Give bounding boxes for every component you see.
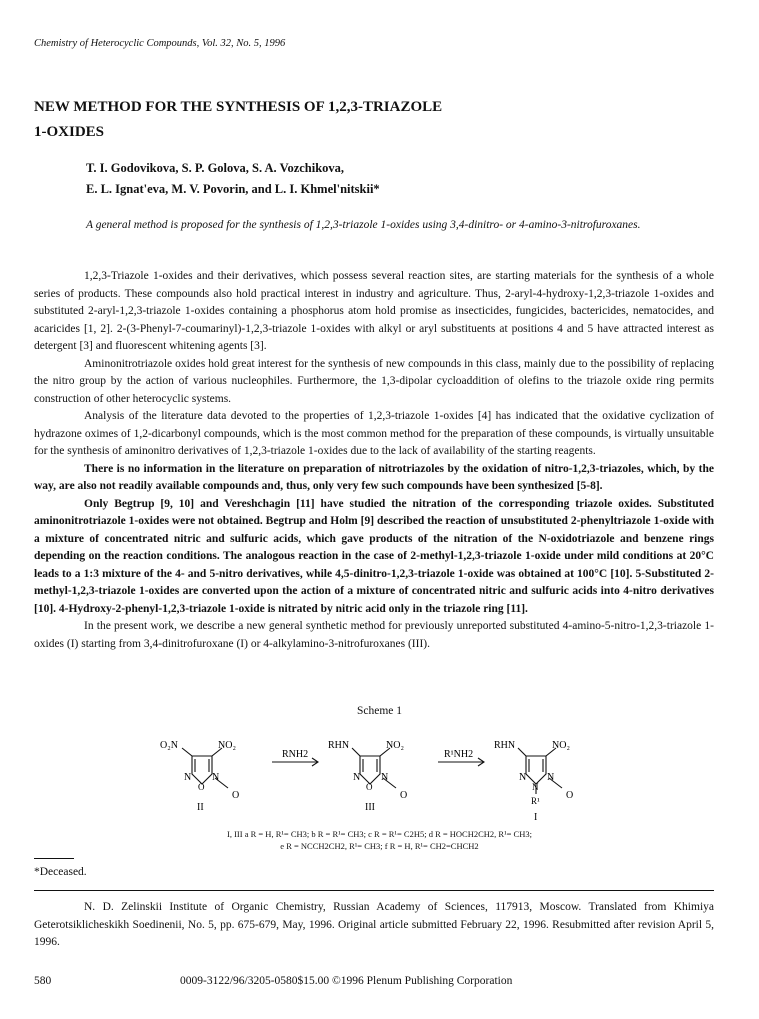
copyright-line: 0009-3122/96/3205-0580$15.00 ©1996 Plenum Publishing Corporation bbox=[180, 975, 513, 987]
affiliation-rule bbox=[34, 890, 714, 891]
affiliation-note bbox=[34, 899, 714, 952]
article-title bbox=[34, 95, 714, 145]
paragraph-2: Aminonitrotriazole oxides hold great interest for the synthesis of new compounds in this class, mainly due to the possibility of replacing the nitro group by the action of various nucleophiles. Furthermore, the 1,3-dipolar cycloaddition of olefins to the triazole oxide ring permits construction of other heterocyclic systems. bbox=[34, 357, 714, 405]
paragraph-5: Only Begtrup [9, 10] and Vereshchagin [11] have studied the nitration of the corresponding triazole oxides. Substituted aminonitrotriazole 1-oxides were not obtained. Begtrup and Holm [9] described the reaction of unsubstituted 2-phenyltriazole 1-oxide with a mixture of concentrated nitric and sulfuric acids, which gave products of the nitration of the N-oxidotriazole and benzene rings depending on the reaction conditions. The analogous reaction in the case of 2-methyl-1,2,3-triazole 1-oxide under mild conditions at 20°C leads to a 1:3 mixture of the 4- and 5-nitro derivatives, while 4,5-dinitro-1,2,3-triazole 1-oxide was obtained at 100°C [10]. 5-Substituted 2-methyl-1,2,3-triazole 1-oxides are converted upon the action of a mixture of concentrated nitric and sulfuric acids into 4-nitro derivatives [10]. 4-Hydroxy-2-phenyl-1,2,3-triazole 1-oxide is nitrated by nitric acid only in the triazole ring [11]. bbox=[34, 497, 714, 615]
svg-text:O: O bbox=[400, 790, 408, 801]
svg-text:NO₂: NO₂ bbox=[552, 740, 570, 751]
paragraph-3: Analysis of the literature data devoted to the properties of 1,2,3-triazole 1-oxides [4] has indicated that the oxidative cyclization of hydrazone oximes of 1,2-dicarbonyl compounds, which is the most common method for the preparation of these compounds, is virtually unsuitable for the synthesis of aminonitro derivatives of 1,2,3-triazole 1-oxides due to the lack of availability of the starting reagents. bbox=[34, 410, 714, 457]
title-line-2: 1-OXIDES bbox=[34, 124, 105, 140]
body-text bbox=[34, 268, 714, 653]
svg-text:RHN: RHN bbox=[328, 740, 350, 751]
svg-text:N: N bbox=[381, 772, 389, 783]
reaction-scheme bbox=[160, 728, 600, 826]
svg-text:O: O bbox=[566, 790, 574, 801]
svg-text:N: N bbox=[532, 782, 539, 792]
svg-text:NO₂: NO₂ bbox=[386, 740, 404, 751]
authors-line-1: T. I. Godovikova, S. P. Golova, S. A. Vozchikova, bbox=[86, 161, 345, 175]
paragraph-1: 1,2,3-Triazole 1-oxides and their derivatives, which possess several reaction sites, are starting materials for the synthesis of a whole series of products. These compounds also hold practical interest in industry and agriculture. Thus, 2-aryl-4-hydroxy-1,2,3-triazole 1-oxides and substituted 2-aryl-1,2,3-triazole 1-oxides containing a phosphorus atom hold promise as insecticides, fungicides, bactericides, nematocides, and acaricides [1, 2]. 2-(3-Phenyl-7-coumarinyl)-1,2,3-triazole 1-oxides with alkyl or aryl substituents at positions 4 and 5 have attracted interest as detergent [3] and fluorescent whitening agents [3]. bbox=[34, 270, 714, 352]
abstract: A general method is proposed for the synthesis of 1,2,3-triazole 1-oxides using 3,4-dinitro- or 4-amino-3-nitrofuroxanes. bbox=[86, 219, 641, 231]
reagent-1: RNH2 bbox=[282, 749, 309, 760]
scheme-label: Scheme 1 bbox=[356, 705, 403, 717]
svg-text:NO₂: NO₂ bbox=[218, 740, 236, 751]
svg-text:R¹: R¹ bbox=[531, 796, 540, 806]
svg-text:N: N bbox=[184, 772, 192, 783]
svg-text:O: O bbox=[198, 782, 205, 792]
page-number: 580 bbox=[34, 975, 52, 987]
paragraph-6: In the present work, we describe a new general synthetic method for previously unreported substituted 4-amino-5-nitro-1,2,3-triazole 1-oxides (I) starting from 3,4-dinitrofuroxane (I) or 4-alkylamino-3-nitrofuroxanes (III). bbox=[34, 620, 714, 650]
svg-text:O₂N: O₂N bbox=[160, 740, 178, 751]
compound-i-structure bbox=[518, 748, 562, 794]
journal-header: Chemistry of Heterocyclic Compounds, Vol. 32, No. 5, 1996 bbox=[34, 38, 286, 49]
footnote-rule bbox=[34, 858, 74, 859]
scheme-legend-line-1: I, III a R = H, R¹= CH3; b R = R¹= CH3; c R = R¹= C2H5; d R = HOCH2CH2, R¹= CH3; bbox=[227, 829, 532, 839]
paragraph-4: There is no information in the literature on preparation of nitrotriazoles by the oxidation of nitro-1,2,3-triazoles, which, by the way, are also not readily available compounds and, thus, only very few such compounds have been synthesized [5-8]. bbox=[34, 462, 714, 492]
scheme-legend-line-2: e R = NCCH2CH2, R¹= CH3; f R = H, R¹= CH2=CHCH2 bbox=[280, 841, 479, 851]
compound-label-iii: III bbox=[365, 802, 375, 813]
affiliation-text: N. D. Zelinskii Institute of Organic Chemistry, Russian Academy of Sciences, 117913, Moscow. Translated from Khimiya Geterotsiklicheskikh Soedinenii, No. 5, pp. 675-679, May, 1996. Original article submitted February 22, 1996. Resubmitted after revision April 5, 1996. bbox=[34, 901, 714, 948]
svg-text:O: O bbox=[232, 790, 240, 801]
compound-label-i: I bbox=[534, 812, 538, 823]
title-line-1: NEW METHOD FOR THE SYNTHESIS OF 1,2,3-TRIAZOLE bbox=[34, 99, 443, 115]
svg-text:N: N bbox=[212, 772, 220, 783]
author-list bbox=[86, 158, 706, 200]
authors-line-2: E. L. Ignat'eva, M. V. Povorin, and L. I. Khmel'nitskii* bbox=[86, 182, 380, 196]
svg-text:N: N bbox=[547, 772, 555, 783]
reagent-2: R¹NH2 bbox=[444, 749, 474, 760]
svg-text:N: N bbox=[353, 772, 361, 783]
svg-text:RHN: RHN bbox=[494, 740, 516, 751]
svg-text:O: O bbox=[366, 782, 373, 792]
compound-label-ii: II bbox=[197, 802, 204, 813]
footnote: *Deceased. bbox=[34, 866, 87, 878]
svg-text:N: N bbox=[519, 772, 527, 783]
